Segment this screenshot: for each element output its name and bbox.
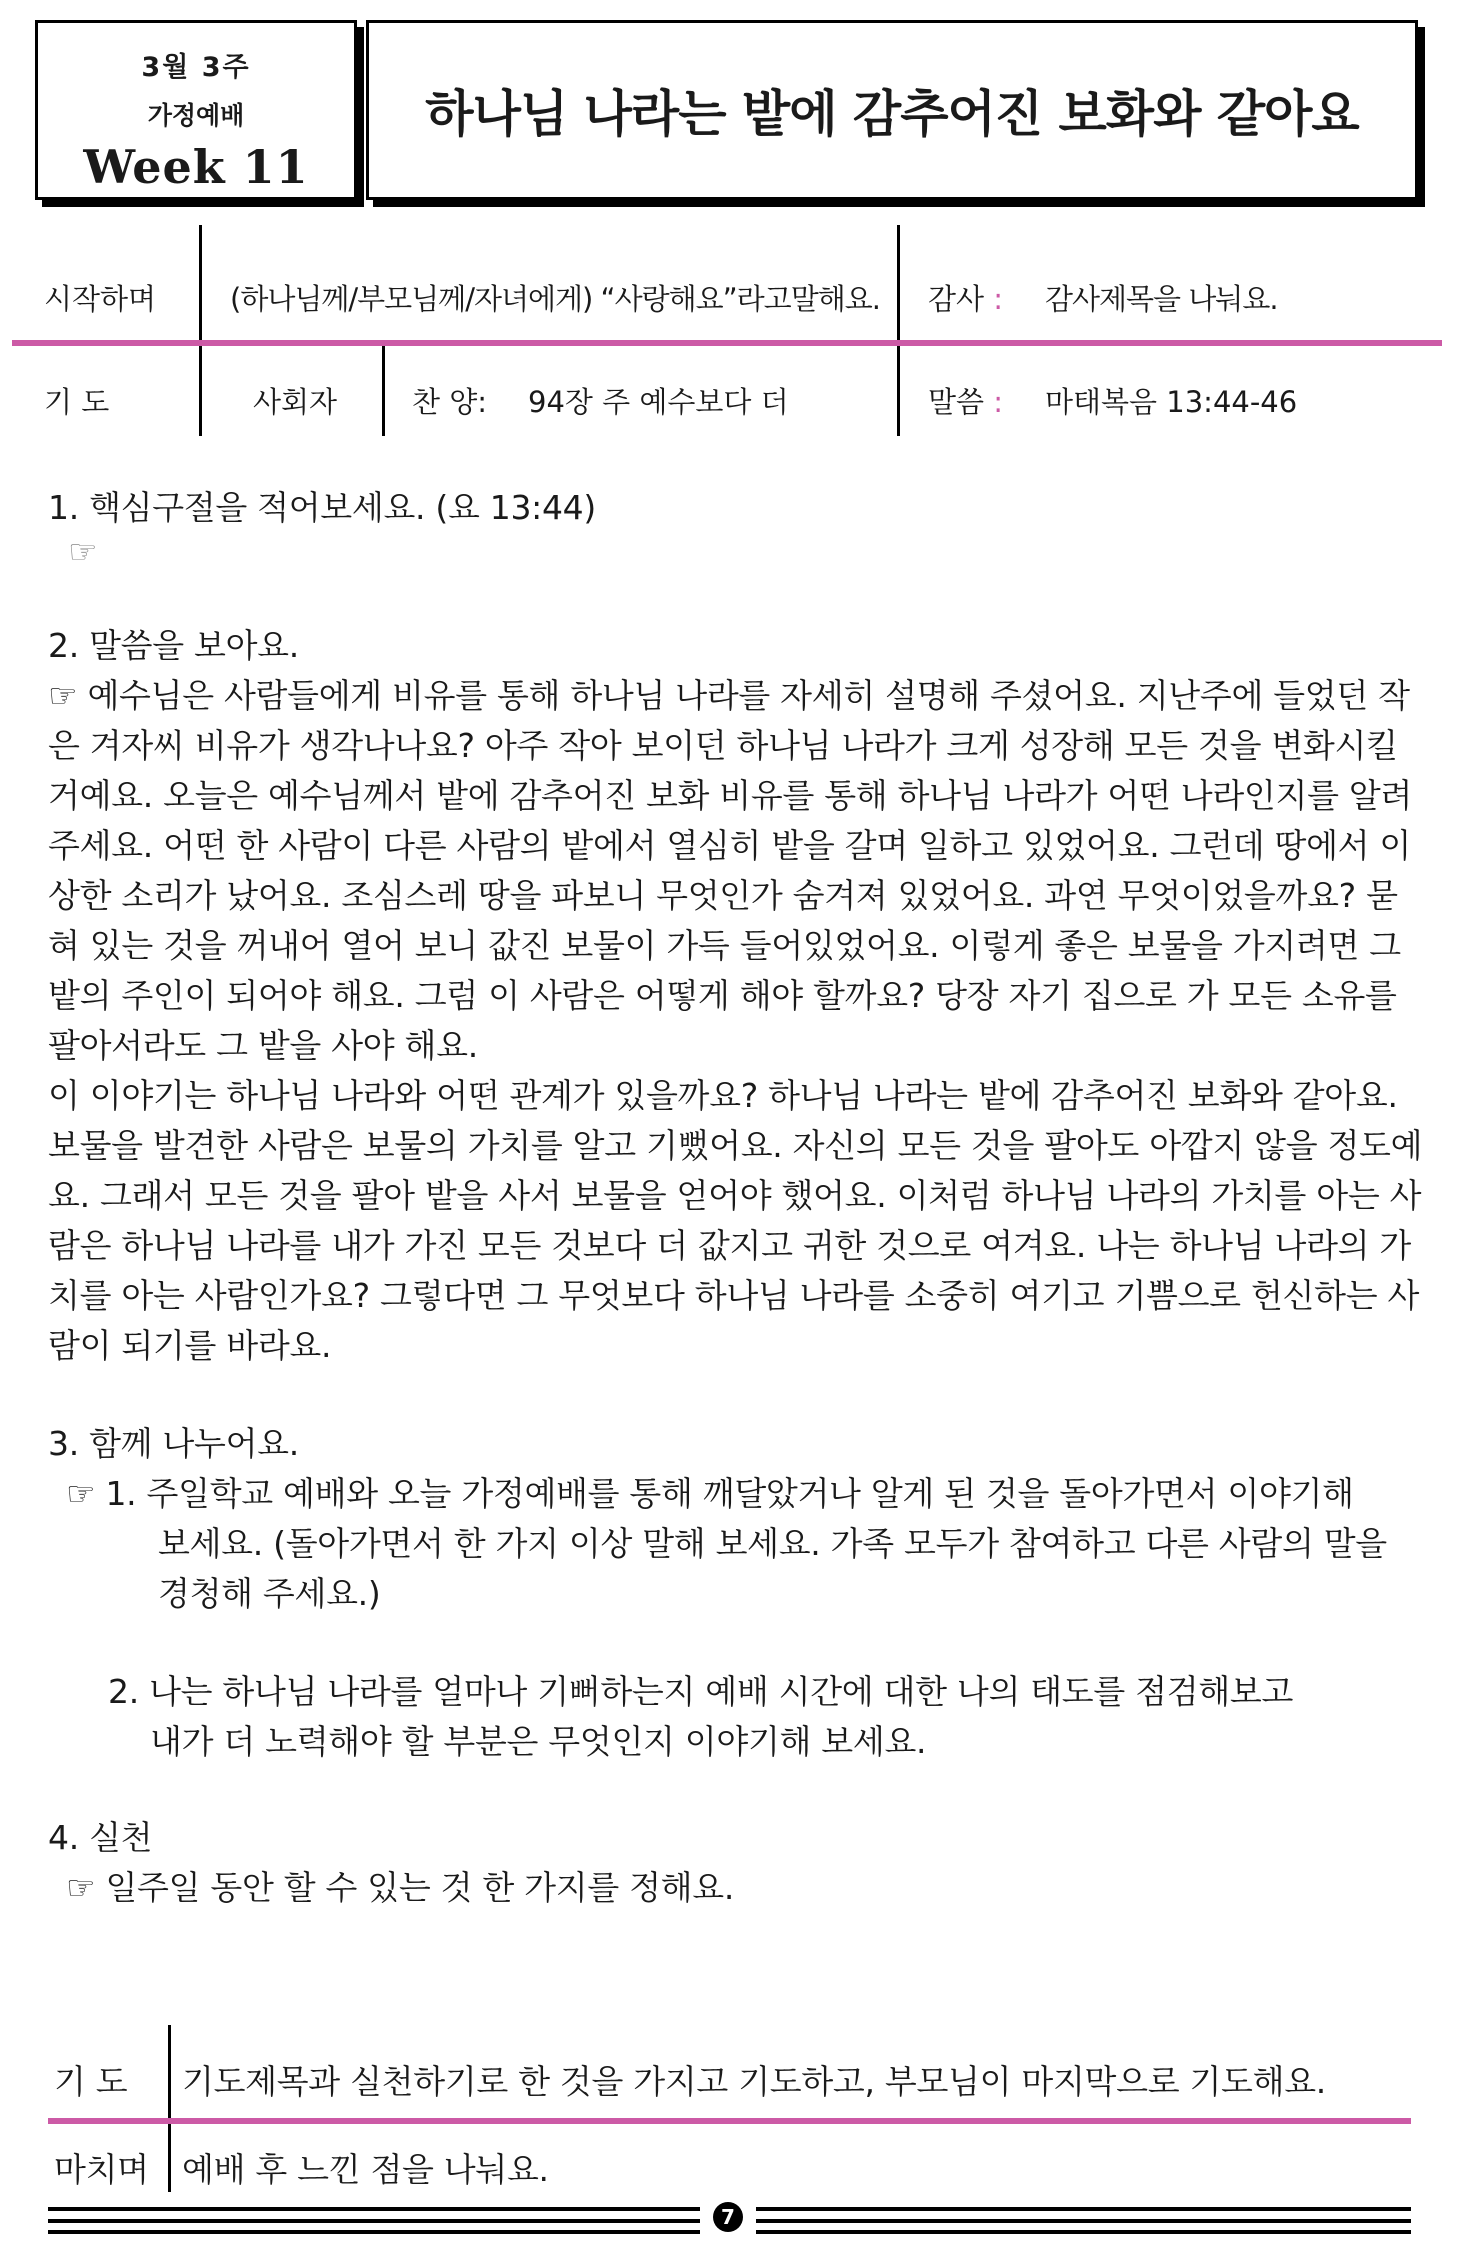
section-2-line: 거예요. 오늘은 예수님께서 밭에 감추어진 보화 비유를 통해 하나님 나라가 어떤 나라인지를 알려: [48, 776, 1413, 815]
start-text: (하나님께/부모님께/자녀에게) “사랑해요”라고말해요.: [230, 282, 880, 316]
section-2-line: 은 겨자씨 비유가 생각나나요? 아주 작아 보이던 하나님 나라가 크게 성장해 모든 것을 변화시킬: [48, 726, 1398, 765]
section-2-line: 상한 소리가 났어요. 조심스레 땅을 파보니 무엇인가 숨겨져 있었어요. 과연 무엇이었을까요? 묻: [48, 876, 1398, 915]
thanks-colon: :: [993, 282, 1004, 316]
divider: [168, 2124, 171, 2192]
hymn-label: 찬 양:: [412, 385, 488, 419]
title-box: [366, 20, 1418, 200]
section-1-title: 1. 핵심구절을 적어보세요. (요 13:44): [48, 488, 596, 527]
footer-rule: [48, 2230, 700, 2234]
footer-rule: [756, 2207, 1411, 2211]
section-3-item-1: 보세요. (돌아가면서 한 가지 이상 말해 보세요. 가족 모두가 참여하고 다른 사람의 말을: [158, 1524, 1387, 1563]
page-title: 하나님 나라는 밭에 감추어진 보화와 같아요: [425, 85, 1359, 143]
page-number: 7: [713, 2202, 743, 2232]
section-2-line: 밭의 주인이 되어야 해요. 그럼 이 사람은 어떻게 해야 할까요? 당장 자기 집으로 가 모든 소유를: [48, 976, 1397, 1015]
section-2-line: 보물을 발견한 사람은 보물의 가치를 알고 기뻤어요. 자신의 모든 것을 팔아도 아깝지 않을 정도예: [48, 1126, 1423, 1165]
divider: [168, 2025, 171, 2120]
closing-label: 마치며: [54, 2150, 149, 2189]
leader-label: 사회자: [253, 385, 338, 419]
pink-divider: [12, 340, 1442, 346]
divider: [199, 225, 202, 340]
footer-prayer-label: 기 도: [54, 2062, 128, 2101]
section-2-line: 람이 되기를 바라요.: [48, 1326, 332, 1365]
section-2-line: 주세요. 어떤 한 사람이 다른 사람의 밭에서 열심히 밭을 갈며 일하고 있었어요. 그런데 땅에서 이: [48, 826, 1412, 865]
section-2-title: 2. 말씀을 보아요.: [48, 626, 299, 665]
divider: [897, 346, 900, 436]
week-number: Week 11: [83, 140, 309, 194]
section-3-item-1: 경청해 주세요.): [158, 1574, 381, 1613]
section-2-line: 람은 하나님 나라를 내가 가진 모든 것보다 더 값지고 귀한 것으로 여겨요. 나는 하나님 나라의 가: [48, 1226, 1412, 1265]
divider: [199, 346, 202, 436]
section-2-line: 요. 그래서 모든 것을 팔아 밭을 사서 보물을 얻어야 했어요. 이처럼 하나님 나라의 가치를 아는 사: [48, 1176, 1422, 1215]
section-3-item-2: 2. 나는 하나님 나라를 얼마나 기뻐하는지 예배 시간에 대한 나의 태도를 점검해보고: [108, 1672, 1294, 1711]
footer-rule: [756, 2230, 1411, 2234]
section-2-line: 이 이야기는 하나님 나라와 어떤 관계가 있을까요? 하나님 나라는 밭에 감추어진 보화와 같아요.: [48, 1076, 1398, 1115]
week-type: 가정예배: [147, 101, 245, 130]
section-4-title: 4. 실천: [48, 1818, 153, 1857]
thanks-label: 감사 :: [928, 282, 1004, 316]
footer-rule: [756, 2219, 1411, 2223]
week-box: [35, 20, 357, 200]
section-4-text: ☞ 일주일 동안 할 수 있는 것 한 가지를 정해요.: [66, 1868, 735, 1907]
section-2-line: 치를 아는 사람인가요? 그렇다면 그 무엇보다 하나님 나라를 소중히 여기고 기쁨으로 헌신하는 사: [48, 1276, 1420, 1315]
section-2-line: 팔아서라도 그 밭을 사야 해요.: [48, 1026, 478, 1065]
divider: [897, 225, 900, 340]
footer-rule: [48, 2207, 700, 2211]
footer-rule: [48, 2219, 700, 2223]
pointing-hand-icon: ☞: [68, 532, 98, 571]
pink-divider: [48, 2118, 1411, 2124]
prayer-label: 기 도: [44, 385, 110, 419]
word-text: 마태복음 13:44-46: [1045, 385, 1298, 419]
section-3-item-2: 내가 더 노력해야 할 부분은 무엇인지 이야기해 보세요.: [150, 1722, 927, 1761]
word-colon: :: [993, 385, 1004, 419]
section-2-line: 혀 있는 것을 꺼내어 열어 보니 값진 보물이 가득 들어있었어요. 이렇게 좋은 보물을 가지려면 그: [48, 926, 1401, 965]
thanks-text: 감사제목을 나눠요.: [1045, 282, 1278, 316]
hymn-text: 94장 주 예수보다 더: [528, 385, 789, 419]
section-2-line: ☞ 예수님은 사람들에게 비유를 통해 하나님 나라를 자세히 설명해 주셨어요. 지난주에 들었던 작: [48, 676, 1410, 715]
start-label: 시작하며: [44, 282, 157, 316]
week-date: 3월 3주: [141, 52, 251, 83]
divider: [382, 346, 385, 436]
section-3-title: 3. 함께 나누어요.: [48, 1424, 299, 1463]
section-3-item-1: ☞ 1. 주일학교 예배와 오늘 가정예배를 통해 깨달았거나 알게 된 것을 돌아가면서 이야기해: [66, 1474, 1354, 1513]
footer-prayer-text: 기도제목과 실천하기로 한 것을 가지고 기도하고, 부모님이 마지막으로 기도해요.: [182, 2062, 1326, 2101]
closing-text: 예배 후 느낀 점을 나눠요.: [182, 2150, 549, 2189]
word-label: 말씀 :: [928, 385, 1004, 419]
